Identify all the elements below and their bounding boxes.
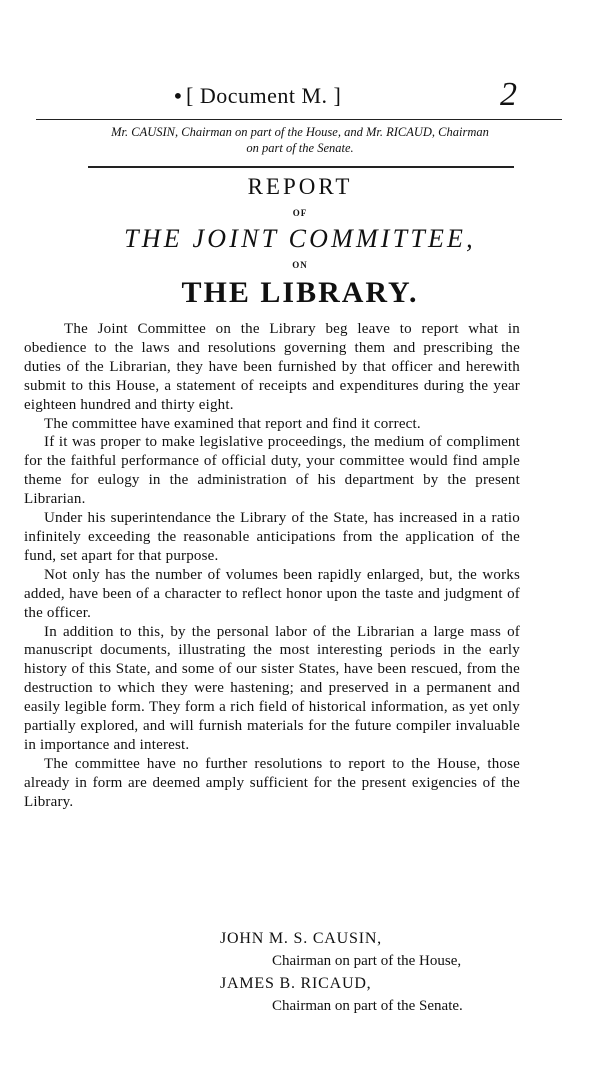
paragraph-6: In addition to this, by the personal labor of the Librarian a large mass of manuscript documents, illustrating the most interesting periods in the early history of this State, and some of our sister States, have been rescued, from the destruction to which they were hastening; and preserved in a permanent and easily legible form. They form a rich field of historical information, as yet only partially explored, and will furnish materials for the future compiler invaluable in importance and interest. (24, 623, 520, 753)
library-title: THE LIBRARY. (181, 276, 419, 309)
chairs-line (34, 124, 566, 156)
paragraph-2: The committee have examined that report and find it correct. (44, 415, 421, 432)
paragraph-7: The committee have no further resolutions to report to the House, those already in form are deemed amply sufficient for the present exigencies of the Library. (24, 755, 520, 810)
chairs-line-2: on part of the Senate. (246, 141, 354, 155)
title-on: ON (292, 260, 308, 270)
header-rule (36, 119, 562, 120)
paragraph-3: If it was proper to make legislative proceedings, the medium of compliment for the faithful performance of official duty, your committee would find ample theme for eulogy in the administration of his department by the present Librarian. (24, 434, 520, 508)
committee-title: THE JOINT COMMITTEE, (124, 224, 476, 253)
report-title: REPORT (247, 174, 353, 199)
header-dot: • (172, 84, 184, 108)
report-body (24, 320, 520, 812)
document-label: [ Document M. ] (186, 83, 342, 108)
signature-title-house: Chairman on part of the House, (272, 953, 462, 969)
paragraph-4: Under his superintendance the Library of the State, has increased in a ratio infinitely exceeding the reasonable anticipations from the application of the fund, set apart for that purpose. (24, 510, 520, 564)
signature-name-ricaud: JAMES B. RICAUD, (220, 975, 372, 992)
page-number: 2 (500, 76, 517, 113)
signature-title-senate: Chairman on part of the Senate. (272, 998, 463, 1014)
paragraph-1: The Joint Committee on the Library beg leave to report what in obedience to the laws and resolutions governing them and prescribing the duties of the Librarian, they have been furnished by that officer and herewith submit to this House, a statement of receipts and expenditures during the year eighteen hundred and thirty eight. (24, 321, 520, 413)
document-header (0, 78, 600, 118)
signature-name-causin: JOHN M. S. CAUSIN, (220, 930, 382, 947)
paragraph-5: Not only has the number of volumes been rapidly enlarged, but, the works added, have been of a character to reflect honor upon the taste and judgment of the officer. (24, 566, 520, 621)
chairs-line-1: Mr. CAUSIN, Chairman on part of the House, and Mr. RICAUD, Chairman (111, 125, 489, 139)
title-of: OF (292, 208, 308, 218)
title-rule (88, 166, 514, 168)
